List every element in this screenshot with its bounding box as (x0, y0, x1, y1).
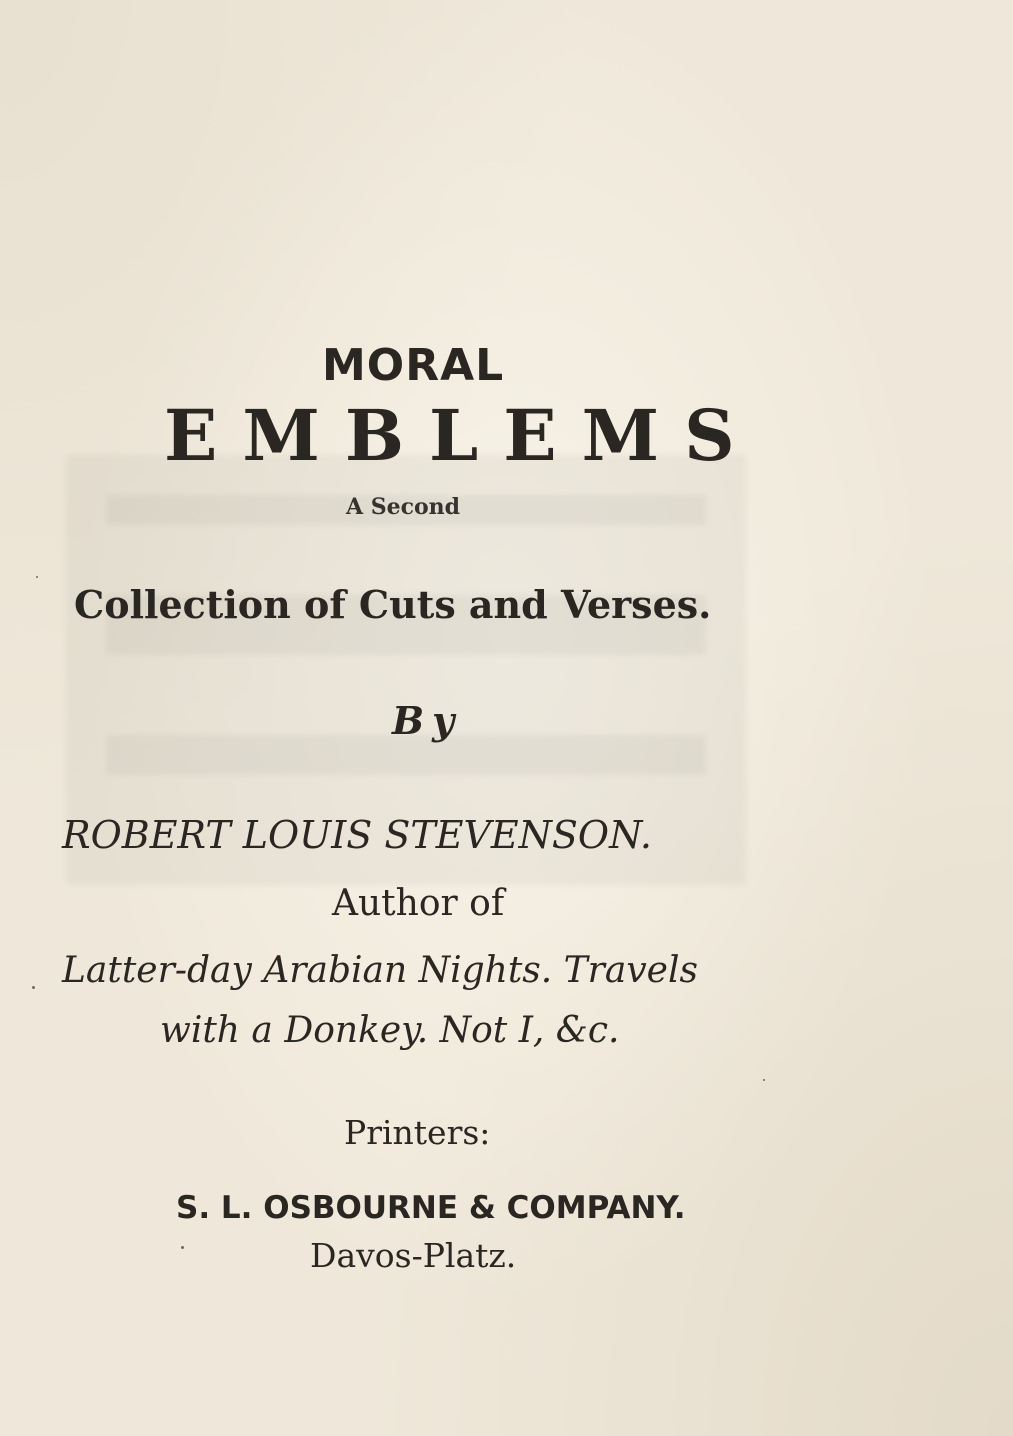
subtitle-a-second: A Second (346, 494, 461, 520)
by-label: By (392, 698, 463, 743)
ink-speck (763, 1079, 765, 1081)
printer-place: Davos-Platz. (310, 1236, 517, 1275)
title-emblems: EMBLEMS (164, 394, 760, 477)
printer-name: S. L. OSBOURNE & COMPANY. (176, 1190, 686, 1226)
ink-speck (32, 986, 35, 989)
subtitle-collection: Collection of Cuts and Verses. (74, 582, 712, 627)
author-of-label: Author of (332, 883, 505, 924)
printers-label: Printers: (344, 1113, 491, 1152)
ink-speck (181, 1246, 184, 1249)
previous-works-line-2: with a Donkey. Not I, &c. (160, 1010, 620, 1051)
ink-speck (36, 576, 38, 578)
author-name: ROBERT LOUIS STEVENSON. (62, 813, 652, 857)
previous-works-line-1: Latter-day Arabian Nights. Travels (62, 950, 698, 991)
title-moral: MORAL (322, 340, 505, 391)
